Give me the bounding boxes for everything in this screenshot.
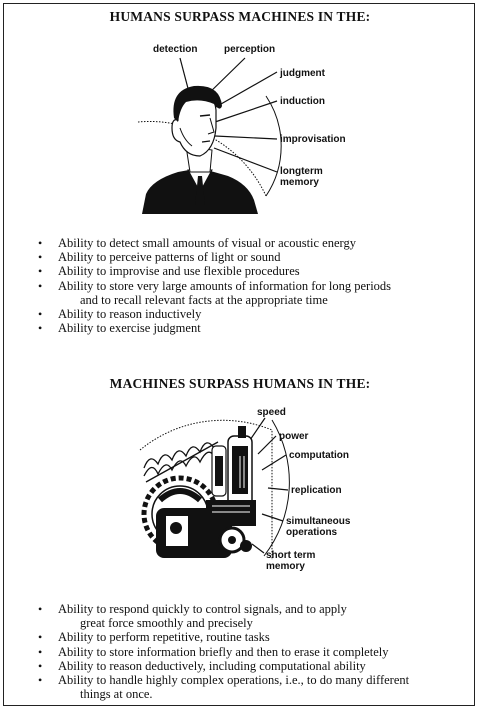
list-item: • Ability to detect small amounts of visual or acoustic energy: [0, 236, 458, 250]
list-item: • Ability to respond quickly to control signals, and to apply great force smoothly and precisely: [0, 602, 458, 630]
list-item: • Ability to reason inductively: [0, 307, 458, 321]
leader-longterm: [214, 148, 277, 172]
man-portrait-icon: [142, 86, 258, 214]
leader-improvisation: [215, 136, 277, 139]
list-item: • Ability to improvise and use flexible procedures: [0, 264, 458, 278]
leader-replication: [268, 488, 288, 490]
label-longterm-memory: longterm memory: [280, 166, 323, 188]
list-item: • Ability to perform repetitive, routine tasks: [0, 630, 458, 644]
list-item: • Ability to handle highly complex operations, i.e., to do many different things at once.: [0, 673, 458, 701]
section-1-heading: HUMANS SURPASS MACHINES IN THE:: [109, 9, 371, 24]
label-replication: replication: [291, 485, 342, 496]
leader-power: [258, 436, 276, 454]
leader-shortterm: [252, 544, 264, 553]
leader-speed: [250, 418, 265, 440]
machine-abilities-list: [0, 602, 458, 701]
label-speed: speed: [257, 407, 286, 418]
label-improvisation: improvisation: [280, 134, 346, 145]
label-short-term-memory: short term memory: [266, 550, 316, 572]
human-abilities-list: [0, 236, 458, 335]
leader-judgment: [214, 72, 277, 108]
label-computation: computation: [289, 450, 349, 461]
label-induction: induction: [280, 96, 325, 107]
list-item: • Ability to exercise judgment: [0, 321, 458, 335]
list-item: • Ability to perceive patterns of light or sound: [0, 250, 458, 264]
label-simultaneous-operations: simultaneous operations: [286, 516, 351, 538]
leader-induction: [215, 101, 277, 122]
leader-computation: [262, 455, 286, 470]
label-detection: detection: [153, 44, 198, 55]
section-2-heading: MACHINES SURPASS HUMANS IN THE:: [109, 376, 371, 391]
list-item: • Ability to reason deductively, including computational ability: [0, 659, 458, 673]
label-perception: perception: [224, 44, 276, 55]
label-power: power: [279, 431, 309, 442]
list-item: • Ability to store very large amounts of information for long periods and to recall relevant facts at the appropriate time: [0, 279, 458, 307]
label-judgment: judgment: [280, 68, 325, 79]
machinery-icon: [144, 426, 256, 558]
list-item: • Ability to store information briefly and then to erase it completely: [0, 645, 458, 659]
